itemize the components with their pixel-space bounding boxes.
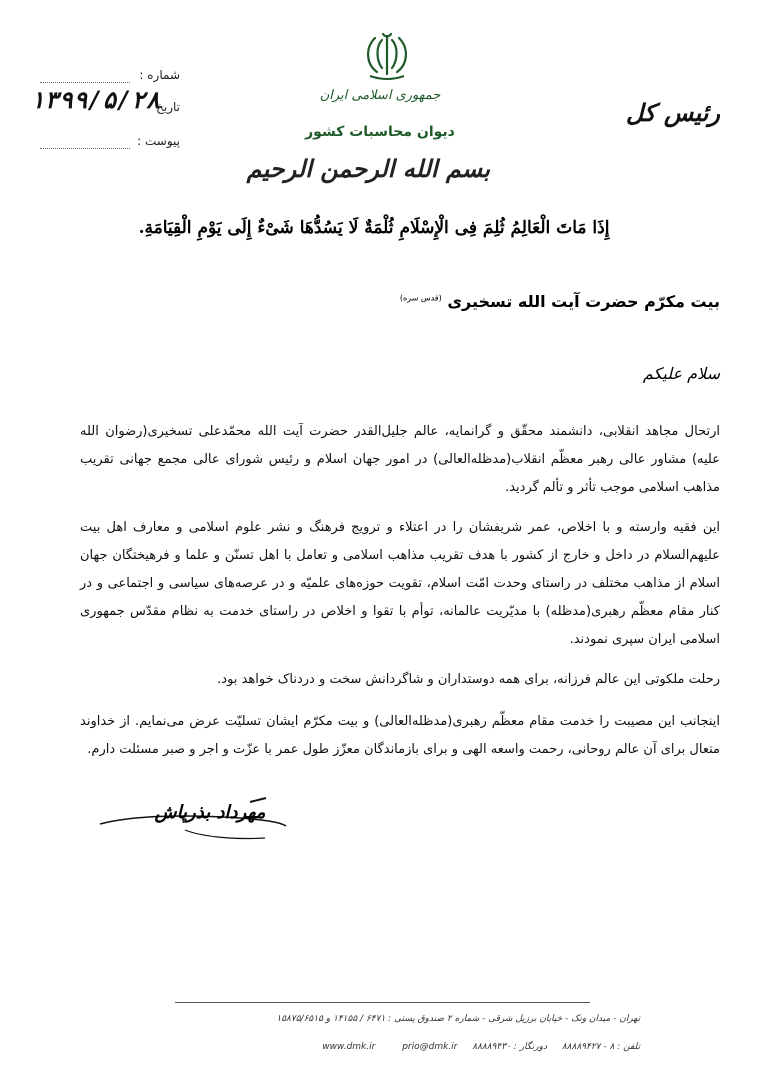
- number-field-line: [40, 70, 130, 83]
- date-label: تاریخ: [156, 100, 180, 114]
- body-paragraph: ارتحال مجاهد انقلابی، دانشمند محقّق و گرانمایه، عالم جلیل‌القدر حضرت آیت الله محمّدعلی تسخیری(رضوان الله علیه) مشاور عالی رهبر معظّم انقلاب(مدظله‌العالی) در امور جهان اسلام و رئیس شورای عالی مجمع جهانی تقریب مذاهب اسلامی موجب تأثر و تألم گردید.: [80, 424, 720, 495]
- footer-divider: [175, 1002, 590, 1003]
- basmala-calligraphy: بسم الله الرحمن الرحیم: [246, 154, 490, 183]
- footer-phone: تلفن : ۸ - ۸۸۸۸۹۴۲۷: [561, 1042, 640, 1052]
- date-value: ۱۳۹۹/۵/۲۸: [30, 86, 161, 114]
- recipient-text: بیت مکرّم حضرت آیت الله تسخیری: [447, 292, 720, 311]
- footer-address: تهران - میدان ونک - خیابان برزیل شرقی - شماره ۲ صندوق پستی : ۶۴۷۱ / ۱۴۱۵۵ و ۱۵۸۷۵/۶۵۱۵: [276, 1014, 640, 1024]
- body-paragraph: اینجانب این مصیبت را خدمت مقام معظّم رهبری(مدظله‌العالی) و بیت مکرّم ایشان تسلیّت عرض می‌نمایم. از خداوند متعال برای آن عالم روحانی، رحمت واسعه الهی و برای بازماندگان معزّز طول عمر با عزّت و اجر و صبر مسئلت دارم.: [80, 714, 720, 757]
- attachment-label: پیوست :: [137, 134, 180, 148]
- hadith-quote: إِذَا مَاتَ الْعَالِمُ ثُلِمَ فِی الْإِسْلَامِ ثُلْمَةٌ لَا یَسُدُّهَا شَیْءٌ إِلَی یَوْمِ الْقِیَامَةِ.: [138, 218, 610, 238]
- greeting: سلام علیکم: [642, 364, 720, 383]
- head-title: رئیس کل: [625, 98, 720, 127]
- recipient-honorific: (قدس سره): [399, 293, 442, 303]
- government-name: جمهوری اسلامی ایران: [319, 88, 441, 103]
- recipient-line: [330, 292, 720, 311]
- footer-contact: [200, 1042, 640, 1052]
- signatory-name: مهرداد بذرپاش: [154, 802, 266, 823]
- attachment-field-line: [40, 136, 130, 149]
- organization-name: دیوان محاسبات کشور: [305, 124, 455, 140]
- body-paragraph: این فقیه وارسته و با اخلاص، عمر شریفشان را در اعتلاء و ترویج فرهنگ و نشر علوم اسلامی و معارف اهل بیت علیهم‌السلام در داخل و خارج از کشور با هدف تقریب مذاهب اسلامی و تعامل با اهل تسنّن و علما و فرهیختگان جهان اسلام از مذاهب مختلف در راستای وحدت امّت اسلام، تقویت حوزه‌های علمیّه و در عرصه‌های سیاسی و اجتماعی و در کنار مقام معظّم رهبری(مدظله) با مدیّریت عالمانه، توأم با تقوا و اخلاص در راستای خدمت به نظام مقدّس جمهوری اسلامی ایران سپری نمودند.: [80, 520, 720, 647]
- footer-fax: دورنگار : ۸۸۸۸۹۴۳۰: [472, 1042, 547, 1052]
- number-label: شماره :: [139, 68, 180, 82]
- body-paragraph: رحلت ملکوتی این عالم فرزانه، برای همه دوستداران و شاگردانش سخت و دردناک خواهد بود.: [217, 672, 720, 687]
- footer-email[interactable]: prio@dmk.ir: [402, 1042, 458, 1052]
- footer-website[interactable]: www.dmk.ir: [322, 1042, 376, 1052]
- iran-emblem-icon: [362, 30, 412, 82]
